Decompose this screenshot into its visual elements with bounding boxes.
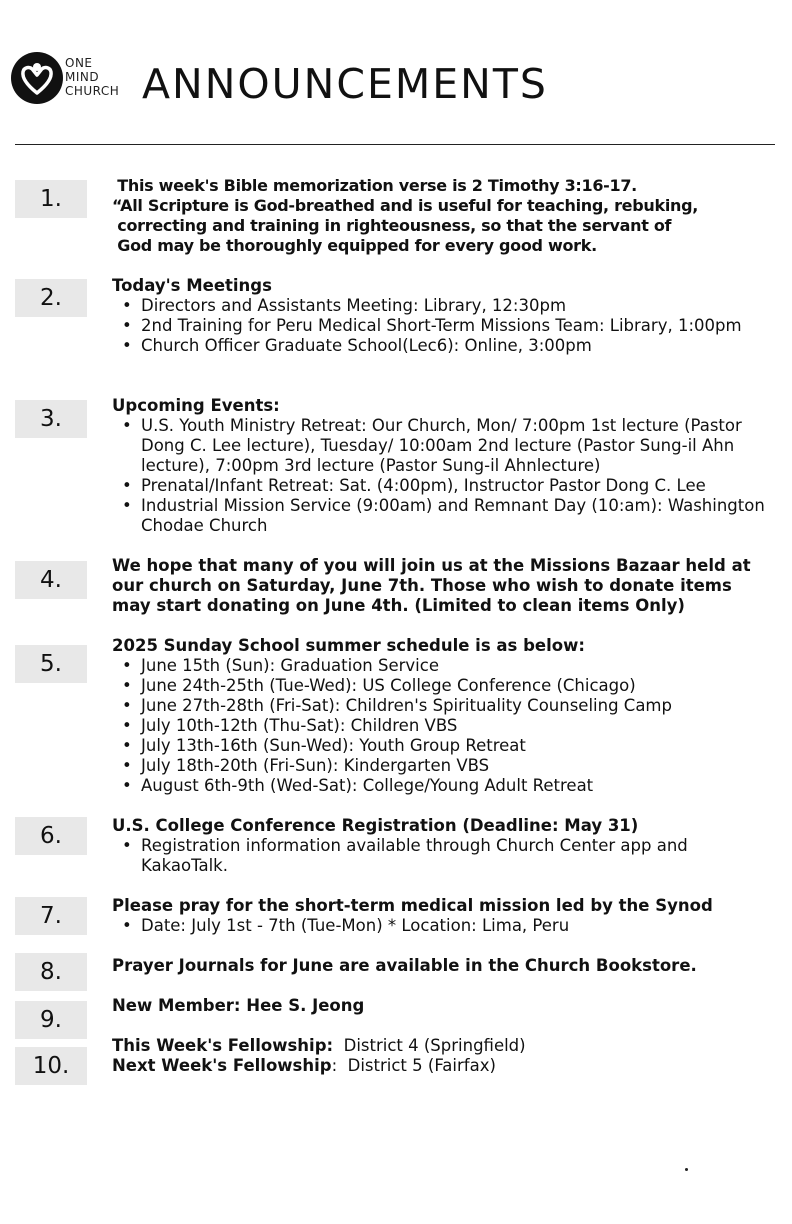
page-title: ANNOUNCEMENTS bbox=[142, 60, 548, 108]
announcement-1 bbox=[112, 176, 772, 256]
item-number-1: 1. bbox=[15, 180, 87, 218]
verse-line: God may be thoroughly equipped for every good work. bbox=[112, 236, 597, 255]
list-item: • June 24th-25th (Tue-Wed): US College Conference (Chicago) bbox=[112, 676, 772, 696]
logo-line: CHURCH bbox=[65, 84, 120, 98]
item-number-3: 3. bbox=[15, 400, 87, 438]
announcement-8: Prayer Journals for June are available in the Church Bookstore. bbox=[112, 956, 697, 975]
item-number-5: 5. bbox=[15, 645, 87, 683]
fellowship-label: Next Week's Fellowship bbox=[112, 1056, 332, 1075]
list-item: • June 27th-28th (Fri-Sat): Children's Spirituality Counseling Camp bbox=[112, 696, 772, 716]
list-item: • July 10th-12th (Thu-Sat): Children VBS bbox=[112, 716, 772, 736]
item-number-10: 10. bbox=[15, 1047, 87, 1085]
verse-line: “All Scripture is God-breathed and is useful for teaching, rebuking, bbox=[112, 196, 699, 215]
fellowship-label: This Week's Fellowship: bbox=[112, 1036, 334, 1055]
fellowship-this-week bbox=[112, 1036, 772, 1056]
logo-wordmark bbox=[65, 56, 119, 98]
item-number-2: 2. bbox=[15, 279, 87, 317]
item-number-9: 9. bbox=[15, 1001, 87, 1039]
item-number-4: 4. bbox=[15, 561, 87, 599]
announcement-4: We hope that many of you will join us at the Missions Bazaar held at our church on Saturday, June 7th. Those who wish to donate items may start donating on June 4th. (Limited to clean items Only) bbox=[112, 556, 751, 615]
announcement-5 bbox=[112, 636, 772, 796]
announcement-9: New Member: Hee S. Jeong bbox=[112, 996, 365, 1015]
list-item: • Registration information available through Church Center app and KakaoTalk. bbox=[112, 836, 772, 876]
list-item: • U.S. Youth Ministry Retreat: Our Church, Mon/ 7:00pm 1st lecture (Pastor Dong C. Lee lecture), Tuesday/ 10:00am 2nd lecture (Pastor Sung-il Ahn lecture), 7:00pm 3rd lecture (Pastor Sung-il Ahnlecture) bbox=[112, 416, 772, 476]
list-item: • Date: July 1st - 7th (Tue-Mon) * Location: Lima, Peru bbox=[112, 916, 772, 936]
item-heading: U.S. College Conference Registration (Deadline: May 31) bbox=[112, 816, 639, 835]
item-heading: 2025 Sunday School summer schedule is as below: bbox=[112, 636, 585, 655]
list-item: • 2nd Training for Peru Medical Short-Term Missions Team: Library, 1:00pm bbox=[112, 316, 772, 336]
header bbox=[10, 50, 780, 110]
announcement-7 bbox=[112, 896, 772, 936]
list-item: • July 13th-16th (Sun-Wed): Youth Group Retreat bbox=[112, 736, 772, 756]
header-divider bbox=[15, 144, 775, 145]
fellowship-value: : District 5 (Fairfax) bbox=[331, 1056, 496, 1075]
logo-line: MIND bbox=[65, 70, 100, 84]
list-item: • Prenatal/Infant Retreat: Sat. (4:00pm), Instructor Pastor Dong C. Lee bbox=[112, 476, 772, 496]
fellowship-value: District 4 (Springfield) bbox=[333, 1036, 526, 1055]
announcement-2 bbox=[112, 276, 772, 356]
announcement-6 bbox=[112, 816, 772, 876]
page-mark bbox=[685, 1168, 688, 1171]
list-item: • Industrial Mission Service (9:00am) and Remnant Day (10:am): Washington Chodae Church bbox=[112, 496, 772, 536]
verse-line: correcting and training in righteousness, so that the servant of bbox=[112, 216, 672, 235]
logo-line: ONE bbox=[65, 56, 93, 70]
verse-line: This week's Bible memorization verse is 2 Timothy 3:16-17. bbox=[112, 176, 637, 195]
list-item: • Church Officer Graduate School(Lec6): Online, 3:00pm bbox=[112, 336, 772, 356]
announcement-10 bbox=[112, 1036, 772, 1076]
item-heading: Please pray for the short-term medical mission led by the Synod bbox=[112, 896, 713, 915]
announcement-3 bbox=[112, 396, 772, 536]
item-number-6: 6. bbox=[15, 817, 87, 855]
church-logo-icon bbox=[11, 52, 63, 104]
item-number-8: 8. bbox=[15, 953, 87, 991]
item-heading: Upcoming Events: bbox=[112, 396, 280, 415]
item-number-7: 7. bbox=[15, 897, 87, 935]
list-item: • August 6th-9th (Wed-Sat): College/Young Adult Retreat bbox=[112, 776, 772, 796]
list-item: • Directors and Assistants Meeting: Library, 12:30pm bbox=[112, 296, 772, 316]
item-heading: Today's Meetings bbox=[112, 276, 272, 295]
list-item: • June 15th (Sun): Graduation Service bbox=[112, 656, 772, 676]
fellowship-next-week bbox=[112, 1056, 772, 1076]
list-item: • July 18th-20th (Fri-Sun): Kindergarten VBS bbox=[112, 756, 772, 776]
